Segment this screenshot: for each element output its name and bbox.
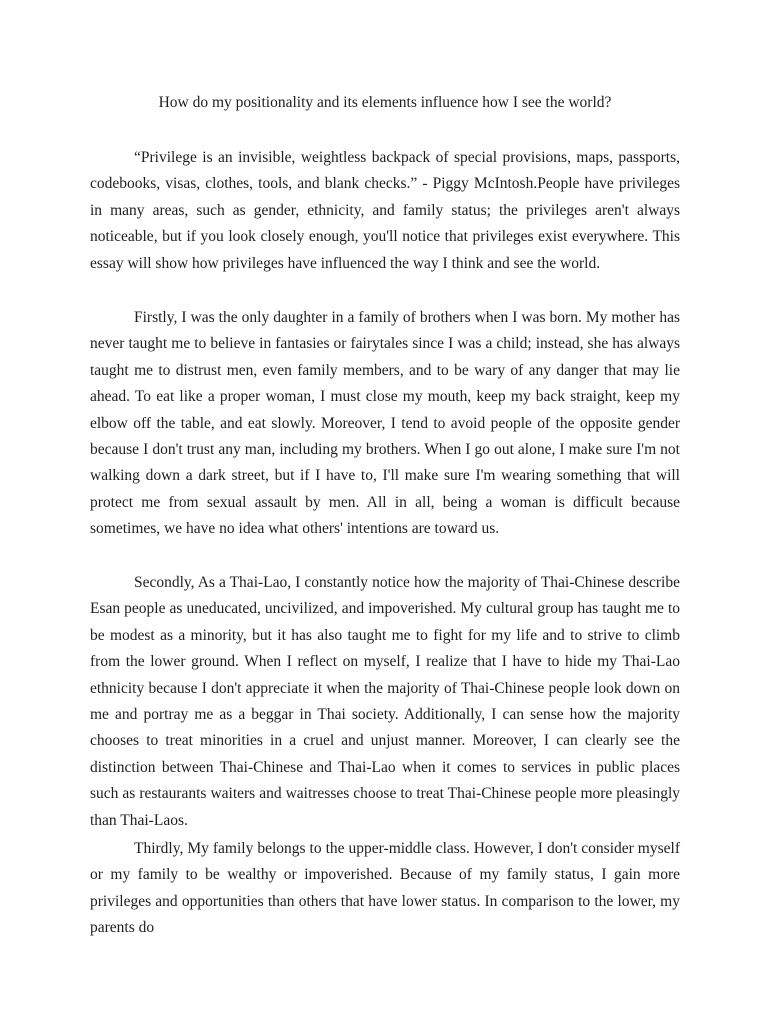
paragraph-family-status: Thirdly, My family belongs to the upper-middle class. However, I don't consider myself or my family to be wealthy or impoverished. Because of my family status, I gain more privileges and opportunities than others that have lower status. In comparison to the lower, my parents do xyxy=(90,840,680,937)
paragraph-intro: “Privilege is an invisible, weightless backpack of special provisions, maps, passports, codebooks, visas, clothes, tools, and blank checks.” - Piggy McIntosh.People have privileges in many areas, such as gender, ethnicity, and family status; the privileges aren't always noticeable, but if you look closely enough, you'll notice that privileges exist everywhere. This essay will show how privileges have influenced the way I think and see the world. xyxy=(90,149,680,272)
paragraph-ethnicity: Secondly, As a Thai-Lao, I constantly notice how the majority of Thai-Chinese describe Esan people as uneducated, uncivilized, and impoverished. My cultural group has taught me to be modest as a minority, but it has also taught me to fight for my life and to strive to climb from the lower ground. When I reflect on myself, I realize that I have to hide my Thai-Lao ethnicity because I don't appreciate it when the majority of Thai-Chinese people look down on me and portray me as a beggar in Thai society. Additionally, I can sense how the majority chooses to treat minorities in a cruel and unjust manner. Moreover, I can clearly see the distinction between Thai-Chinese and Thai-Lao when it comes to services in public places such as restaurants waiters and waitresses choose to treat Thai-Chinese people more pleasingly than Thai-Laos. xyxy=(90,574,680,829)
paragraph-gender: Firstly, I was the only daughter in a family of brothers when I was born. My mother has never taught me to believe in fantasies or fairytales since I was a child; instead, she has always taught me to distrust men, even family members, and to be wary of any danger that may lie ahead. To eat like a proper woman, I must close my mouth, keep my back straight, keep my elbow off the table, and eat slowly. Moreover, I tend to avoid people of the opposite gender because I don't trust any man, including my brothers. When I go out alone, I make sure I'm not walking down a dark street, but if I have to, I'll make sure I'm wearing something that will protect me from sexual assault by men. All in all, being a woman is difficult because sometimes, we have no idea what others' intentions are toward us. xyxy=(90,309,680,538)
essay-title: How do my positionality and its elements influence how I see the world? xyxy=(158,94,612,111)
